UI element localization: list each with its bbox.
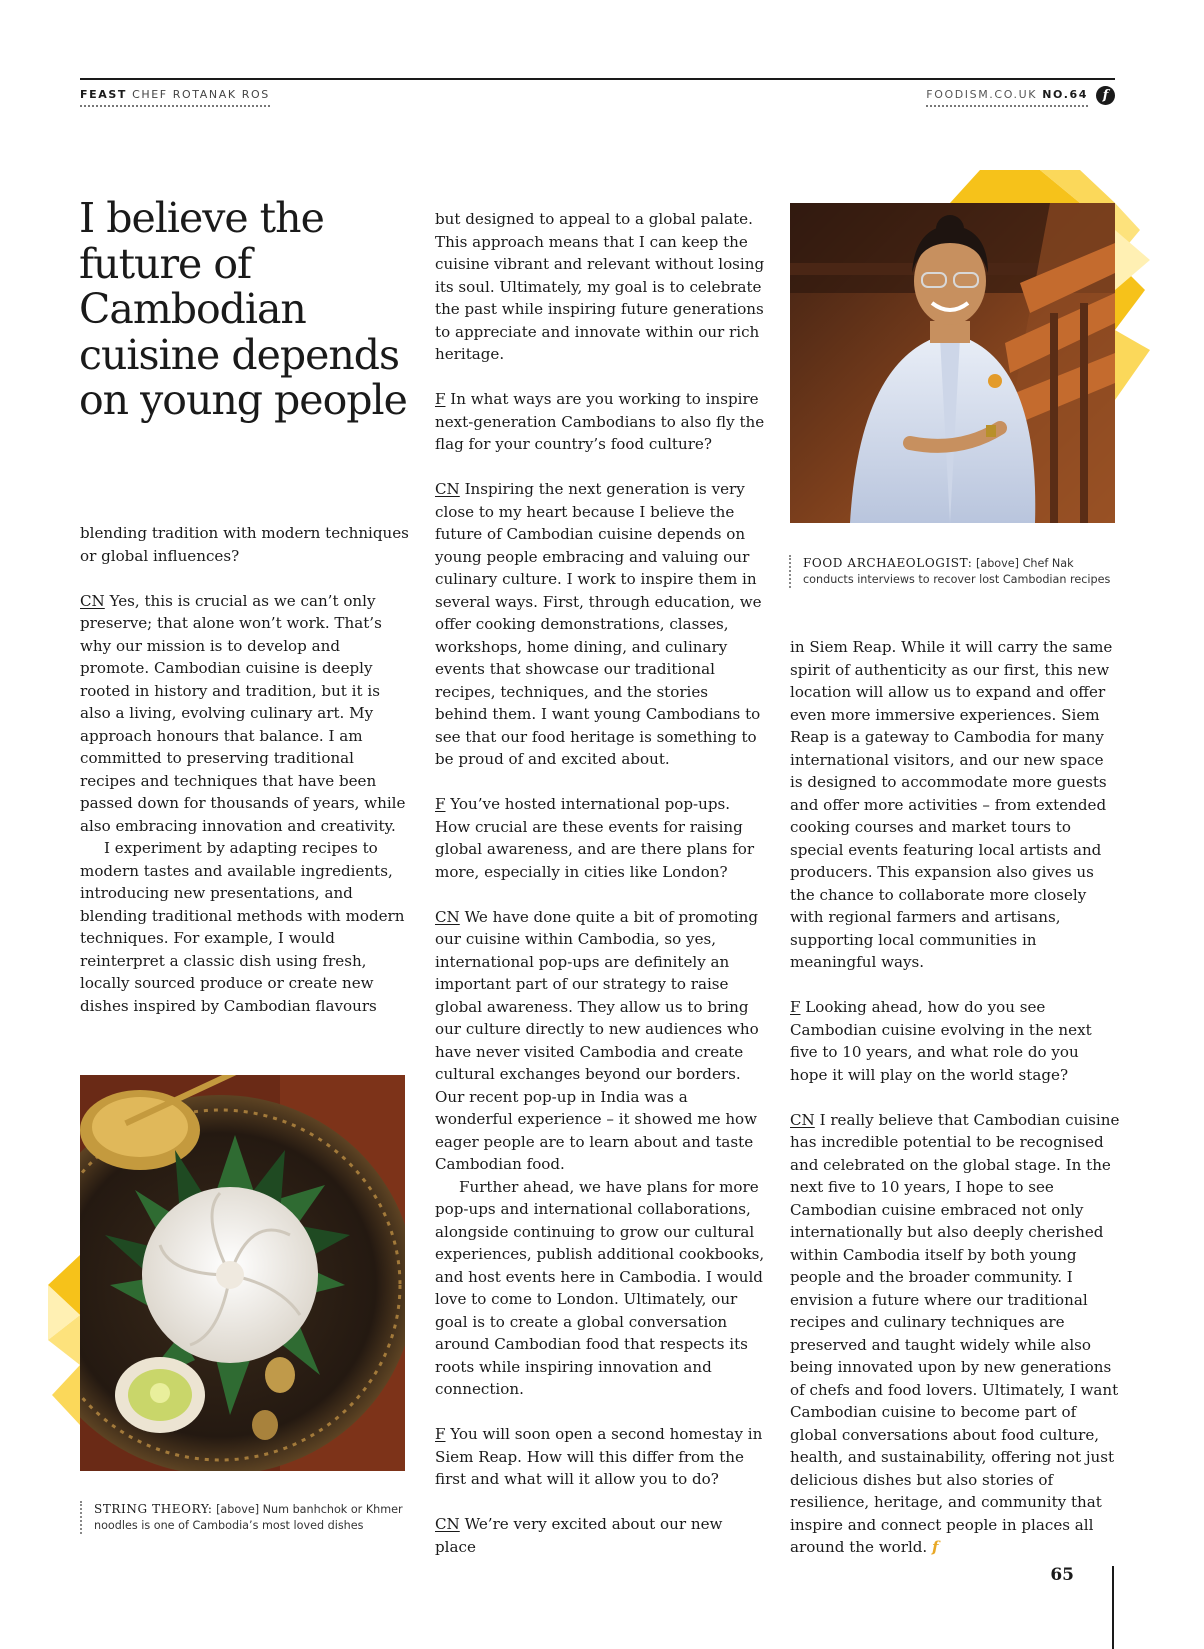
answer-paragraph [790, 1109, 1120, 1559]
chef-portrait-illustration [790, 203, 1115, 523]
answer-text: Inspiring the next generation is very close to my heart because I believe the future of Cambodian cuisine depends on young people embracing and valuing our culinary culture. I work to inspire them in several ways. First, through education, we offer cooking demonstrations, classes, workshops, home dining, and culinary events that showcase our traditional recipes, techniques, and the stories behind them. I want young Cambodians to see that our food heritage is something to be proud of and excited about. [435, 480, 762, 768]
speaker-tag: F [435, 1425, 446, 1443]
speaker-tag: CN [435, 480, 460, 498]
question-text: You’ve hosted international pop-ups. How crucial are these events for raising global awareness, and are there plans for more, especially in cities like London? [435, 795, 755, 881]
section-label [80, 88, 270, 107]
question-paragraph [435, 1423, 765, 1491]
dish-photo [80, 1075, 405, 1471]
speaker-tag: CN [435, 907, 460, 926]
foodism-logo-icon: f [1096, 86, 1115, 105]
question-text: You will soon open a second homestay in Siem Reap. How will this differ from the first and what will it allow you to do? [435, 1425, 763, 1488]
chef-photo [790, 203, 1115, 523]
text-column-1 [80, 522, 410, 1017]
speaker-tag: F [435, 795, 446, 813]
dish-photo-caption [80, 1501, 410, 1534]
answer-paragraph [435, 478, 765, 771]
section-name: FEAST [80, 88, 127, 101]
answer-paragraph [435, 906, 765, 1176]
speaker-tag: F [790, 998, 801, 1016]
caption-title: STRING THEORY: [94, 1502, 213, 1516]
speaker-tag: CN [80, 591, 105, 610]
question-paragraph [790, 996, 1120, 1086]
text-column-2 [435, 208, 765, 1558]
folio-rule [1112, 1566, 1114, 1649]
speaker-tag: CN [435, 1515, 460, 1533]
answer-text: We’re very excited about our new place [435, 1515, 723, 1556]
page-number: 65 [1050, 1565, 1074, 1585]
answer-paragraph [80, 590, 410, 838]
question-paragraph [435, 793, 765, 883]
caption-text: [above] Num banhchok or Khmer noodles is one of Cambodia’s most loved dishes [94, 1503, 403, 1532]
speaker-tag: F [435, 390, 446, 408]
answer-text: We have done quite a bit of promoting our cuisine within Cambodia, so yes, international pop-ups are definitely an important part of our strategy to raise global awareness. They allow us to bring our culture directly to new audiences who have never visited Cambodia and create cultural exchanges beyond our borders. Our recent pop-up in India was a wonderful experience – it showed me how eager people are to learn about and taste Cambodian food. [435, 907, 759, 1173]
site-info [926, 84, 1088, 107]
paragraph: blending tradition with modern techniques or global influences? [80, 524, 409, 565]
paragraph: but designed to appeal to a global palate. This approach means that I can keep the cuisine vibrant and relevant without losing its soul. Ultimately, my goal is to celebrate the past while inspiring future generations to appreciate and innovate within our rich heritage. [435, 210, 765, 363]
header-rule [80, 78, 1115, 80]
speaker-tag: CN [790, 1110, 815, 1129]
answer-text: I really believe that Cambodian cuisine has incredible potential to be recognised and celebrated on the global stage. In the next five to 10 years, I hope to see Cambodian cuisine embraced not only internationally but also deeply cherished within Cambodia itself by both young people and the broader community. I envision a future where our traditional recipes and culinary techniques are preserved and taught widely while also being innovated upon by new generations of chefs and food lovers. Ultimately, I want Cambodian cuisine to become part of global conversations about food culture, health, and sustainability, offering not just delicious dishes but also stories of resilience, heritage, and community that inspire and connect people in places all around the world. [790, 1110, 1120, 1556]
caption-text: [above] Chef Nak conducts interviews to recover lost Cambodian recipes [803, 557, 1111, 586]
paragraph: I experiment by adapting recipes to modern tastes and available ingredients, introducing new presentations, and blending traditional methods with modern techniques. For example, I would reinterpret a classic dish using fresh, locally sourced produce or create new dishes inspired by Cambodian flavours [80, 839, 405, 1015]
caption-title: FOOD ARCHAEOLOGIST: [803, 556, 973, 570]
paragraph: Further ahead, we have plans for more pop-ups and international collaborations, alongside continuing to grow our cultural experiences, publish additional cookbooks, and host events here in Cambodia. I would love to come to London. Ultimately, our goal is to create a global conversation around Cambodian food that respects its roots while inspiring innovation and connection. [435, 1177, 765, 1398]
end-mark-icon: f [932, 1538, 939, 1556]
section-subject: CHEF ROTANAK ROS [132, 88, 270, 101]
answer-text: Yes, this is crucial as we can’t only preserve; that alone won’t work. That’s why our mission is to develop and promote. Cambodian cuisine is deeply rooted in history and tradition, but it is also a living, evolving culinary art. My approach honours that balance. I am committed to preserving traditional recipes and techniques that have been passed down for thousands of years, while also embracing innovation and creativity. [80, 591, 406, 835]
question-text: In what ways are you working to inspire next-generation Cambodians to also fly the flag for your country’s food culture? [435, 390, 765, 453]
chef-photo-caption [789, 555, 1119, 588]
question-text: Looking ahead, how do you see Cambodian cuisine evolving in the next five to 10 years, and what role do you hope it will play on the world stage? [790, 998, 1092, 1084]
paragraph: in Siem Reap. While it will carry the same spirit of authenticity as our first, this new location will allow us to expand and offer even more immersive experiences. Siem Reap is a gateway to Cambodia for many international visitors, and our new space is designed to accommodate more guests and offer more activities – from extended cooking courses and market tours to special events featuring local artists and producers. This expansion also gives us the chance to collaborate more closely with regional farmers and artisans, supporting local communities in meaningful ways. [790, 638, 1113, 971]
site-label [926, 84, 1115, 107]
question-paragraph [435, 388, 765, 456]
issue-number: NO.64 [1042, 88, 1088, 101]
page-headline: I believe the future of Cambodian cuisine depends on young people [79, 194, 407, 424]
noodle-dish-illustration [80, 1075, 405, 1471]
answer-paragraph [435, 1513, 765, 1558]
text-column-3 [790, 636, 1120, 1559]
site-url: FOODISM.CO.UK [926, 88, 1038, 101]
